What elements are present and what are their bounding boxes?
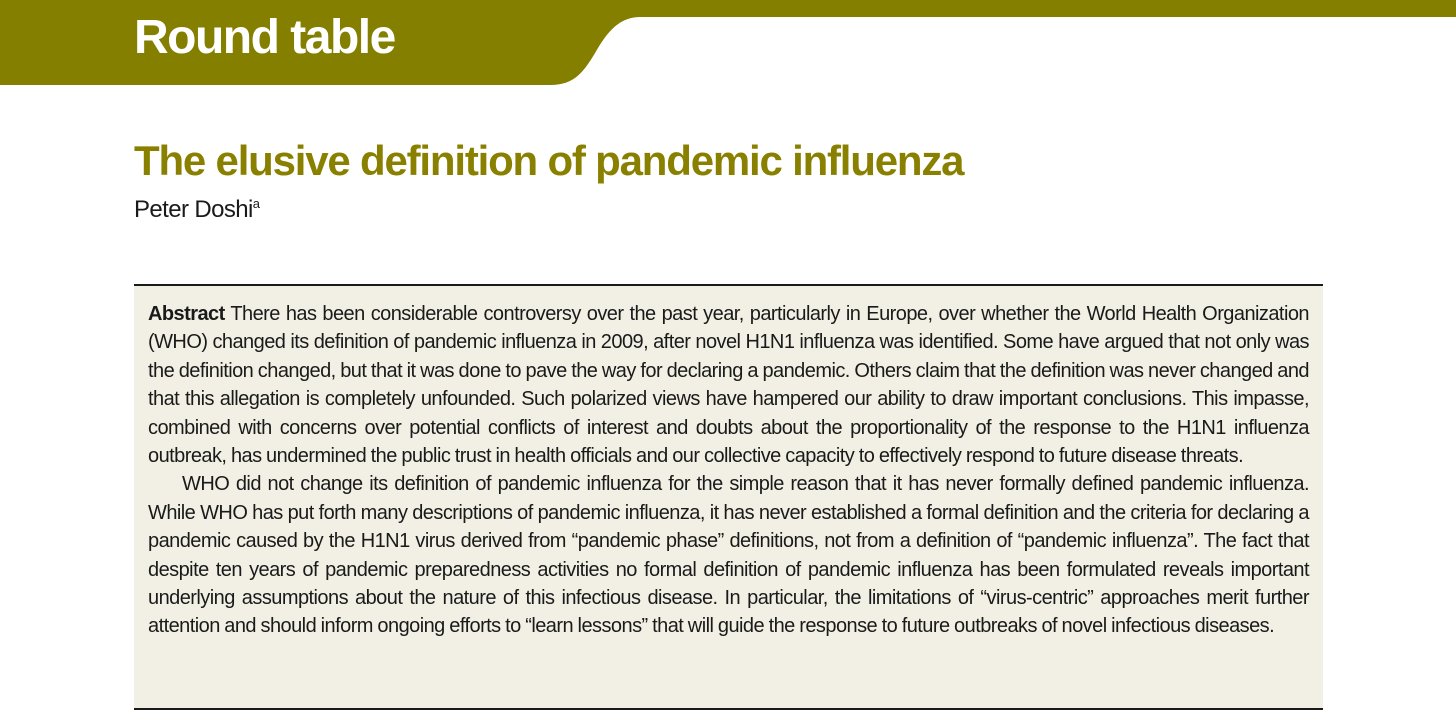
abstract-label: Abstract bbox=[148, 303, 225, 325]
section-label: Round table bbox=[134, 11, 395, 64]
abstract-paragraph-1-text: There has been considerable controversy over the past year, particularly in Europe, over whether the World Health Organization (WHO) changed its definition of pandemic influenza in 2009, after novel H1N1 influenza was identified. Some have argued that not only was the definition changed, but that it was done to pave the way for declaring a pandemic. Others claim that the definition was never changed and that this allegation is completely unfounded. Such polarized views have hampered our ability to draw important conclusions. This impasse, combined with concerns over potential conflicts of interest and doubts about the proportionality of the response to the H1N1 influenza outbreak, has undermined the public trust in health officials and our collective capacity to effectively respond to future disease threats. bbox=[148, 303, 1309, 468]
abstract-paragraph-1 bbox=[148, 300, 1309, 470]
article-title: The elusive definition of pandemic influenza bbox=[134, 137, 964, 184]
author-line bbox=[134, 193, 259, 227]
abstract-paragraph-2: WHO did not change its definition of pandemic influenza for the simple reason that it has never formally defined pandemic influenza. While WHO has put forth many descriptions of pandemic influenza, it has never established a formal definition and the criteria for declaring a pandemic caused by the H1N1 virus derived from “pandemic phase” definitions, not from a definition of “pandemic influenza”. The fact that despite ten years of pandemic preparedness activities no formal definition of pandemic influenza has been formulated reveals important underlying assumptions about the nature of this infectious disease. In particular, the limitations of “virus-centric” approaches merit further attention and should inform ongoing efforts to “learn lessons” that will guide the response to future outbreaks of novel infectious diseases. bbox=[148, 473, 1309, 638]
abstract-box bbox=[134, 284, 1323, 710]
author-name: Peter Doshi bbox=[134, 196, 253, 223]
author-affiliation-mark: a bbox=[252, 196, 260, 211]
